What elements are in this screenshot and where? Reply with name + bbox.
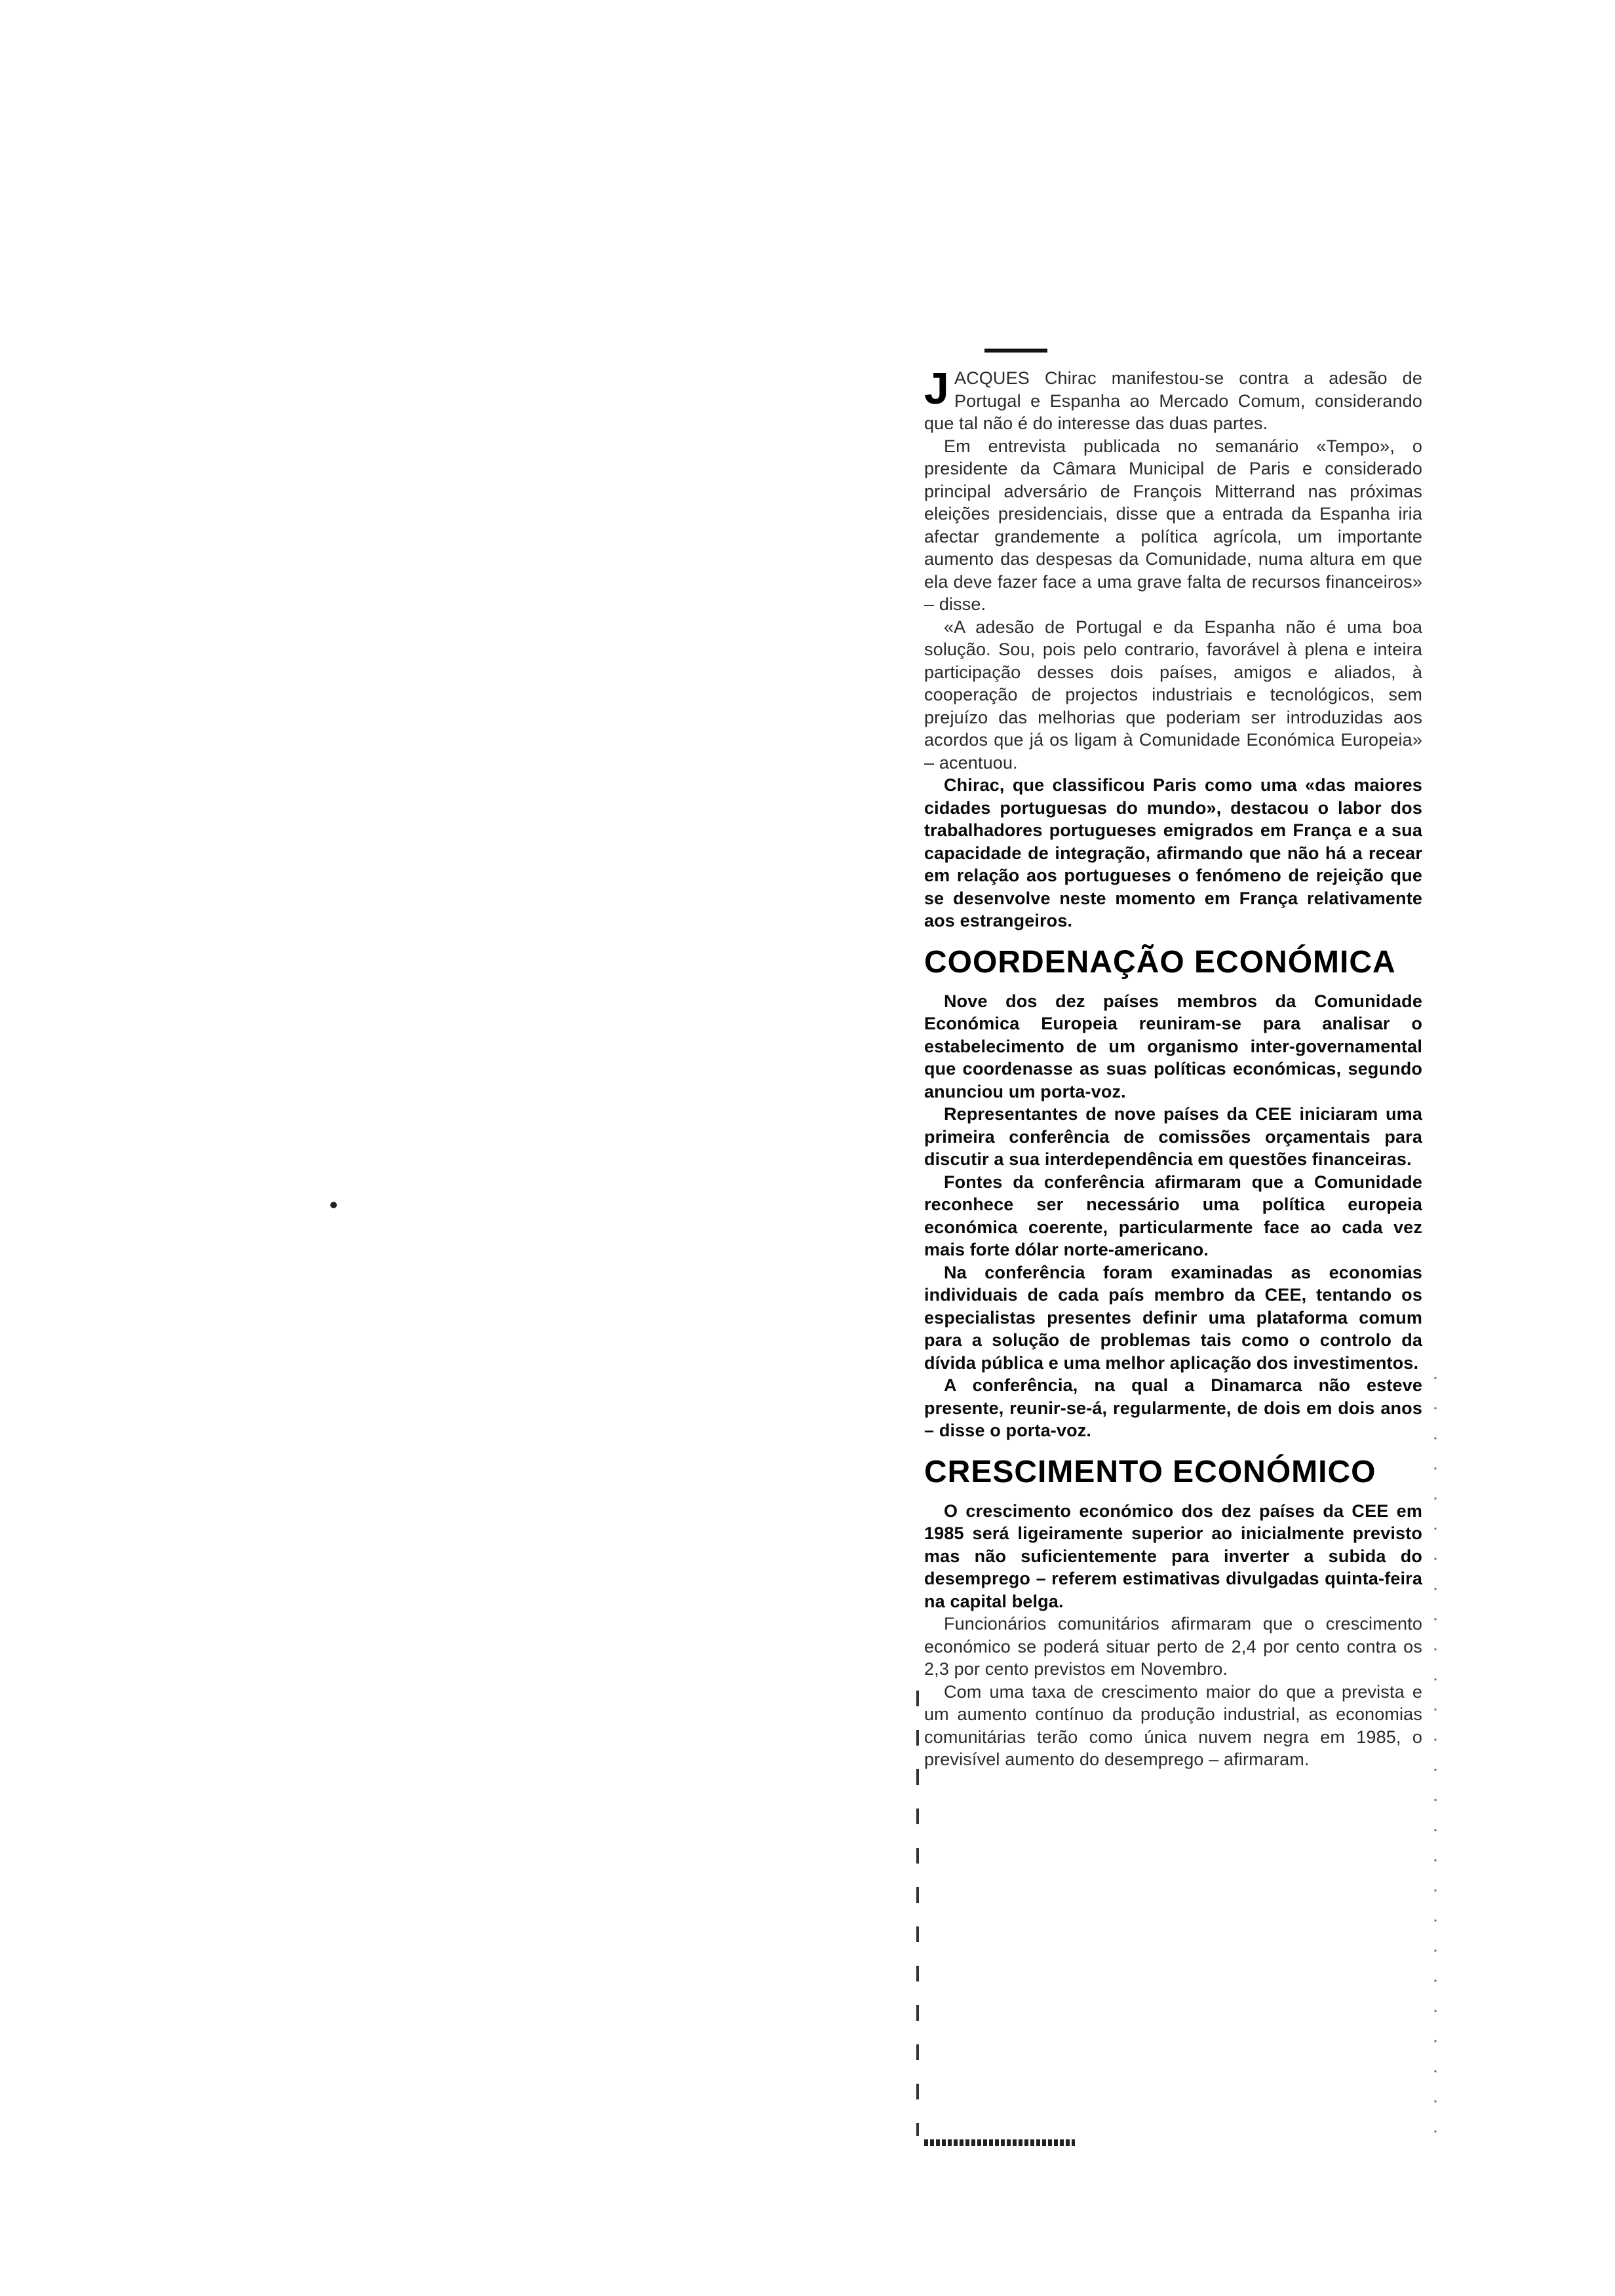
paragraph-2-1: Nove dos dez países membros da Comunidade Económica Europeia reuniram-se para analisar o estabelecimento de um organismo inter-governamental que coordenasse as suas políticas económicas, segundo anunciou um porta-voz.: [924, 991, 1422, 1101]
right-margin-specks: [1429, 1363, 1442, 2149]
newspaper-clipping: [924, 341, 1442, 2175]
paragraph-3-2: Funcionários comunitários afirmaram que o crescimento económico se poderá situar perto de 2,4 por cento contra os 2,3 por cento previstos em Novembro.: [924, 1614, 1422, 1679]
article-column: [924, 364, 1422, 1771]
bottom-rule: [924, 2139, 1075, 2146]
paragraph-2-5: A conferência, na qual a Dinamarca não esteve presente, reunir-se-á, regularmente, de dois em dois anos – disse o porta-voz.: [924, 1375, 1422, 1440]
paragraph-1-4: Chirac, que classificou Paris como uma «das maiores cidades portuguesas do mundo», destacou o labor dos trabalhadores portugueses emigrados em França e a sua capacidade de integração, afirmando que não há a recear em relação aos portugueses o fenómeno de rejeição que se desenvolve neste momento em França relativamente aos estrangeiros.: [924, 775, 1422, 930]
heading-coordenacao: COORDENAÇÃO ECONÓMICA: [924, 944, 1396, 980]
paragraph-2-3: Fontes da conferência afirmaram que a Comunidade reconhece ser necessário uma política europeia económica coerente, particularmente face ao cada vez mais forte dólar norte-americano.: [924, 1172, 1422, 1259]
dropcap: J: [924, 364, 949, 413]
paragraph-3-3: Com uma taxa de crescimento maior do que a prevista e um aumento contínuo da produção industrial, as economias comunitárias terão como única nuvem negra em 1985, o previsível aumento do desemprego – afirmaram.: [924, 1681, 1422, 1769]
left-margin-marks: [916, 1691, 919, 2136]
paragraph-1-3: «A adesão de Portugal e da Espanha não é uma boa solução. Sou, pois pelo contrario, favorável à plena e inteira participação desses dois países, amigos e aliados, à cooperação de projectos industriais e tecnológicos, sem prejuízo das melhorias que poderiam ser introduzidas aos acordos que já os ligam à Comunidade Económica Europeia» – acentuou.: [924, 617, 1422, 773]
paragraph-3-1: O crescimento económico dos dez países da CEE em 1985 será ligeiramente superior ao inicialmente previsto mas não suficientemente para inverter a subida do desemprego – referem estimativas divulgadas quinta-feira na capital belga.: [924, 1501, 1422, 1611]
paragraph-2-2: Representantes de nove países da CEE iniciaram uma primeira conferência de comissões orçamentais para discutir a sua interdependência em questões financeiras.: [924, 1104, 1422, 1169]
top-rule: [984, 349, 1047, 353]
stray-ink-dot: [330, 1202, 337, 1208]
paragraph-2-4: Na conferência foram examinadas as economias individuais de cada país membro da CEE, tentando os especialistas presentes definir uma plataforma comum para a solução de problemas tais como o controlo da dívida pública e uma melhor aplicação dos investimentos.: [924, 1262, 1422, 1373]
paragraph-1-1-text: ACQUES Chirac manifestou-se contra a adesão de Portugal e Espanha ao Mercado Comum, considerando que tal não é do interesse das duas partes.: [924, 368, 1422, 433]
heading-crescimento: CRESCIMENTO ECONÓMICO: [924, 1454, 1376, 1489]
paragraph-1-1: [924, 364, 1422, 435]
paragraph-1-2: Em entrevista publicada no semanário «Tempo», o presidente da Câmara Municipal de Paris e considerado principal adversário de François Mitterrand nas próximas eleições presidenciais, disse que a entrada da Espanha iria afectar grandemente a política agrícola, um importante aumento das despesas da Comunidade, numa altura em que ela deve fazer face a uma grave falta de recursos financeiros» – disse.: [924, 436, 1422, 614]
